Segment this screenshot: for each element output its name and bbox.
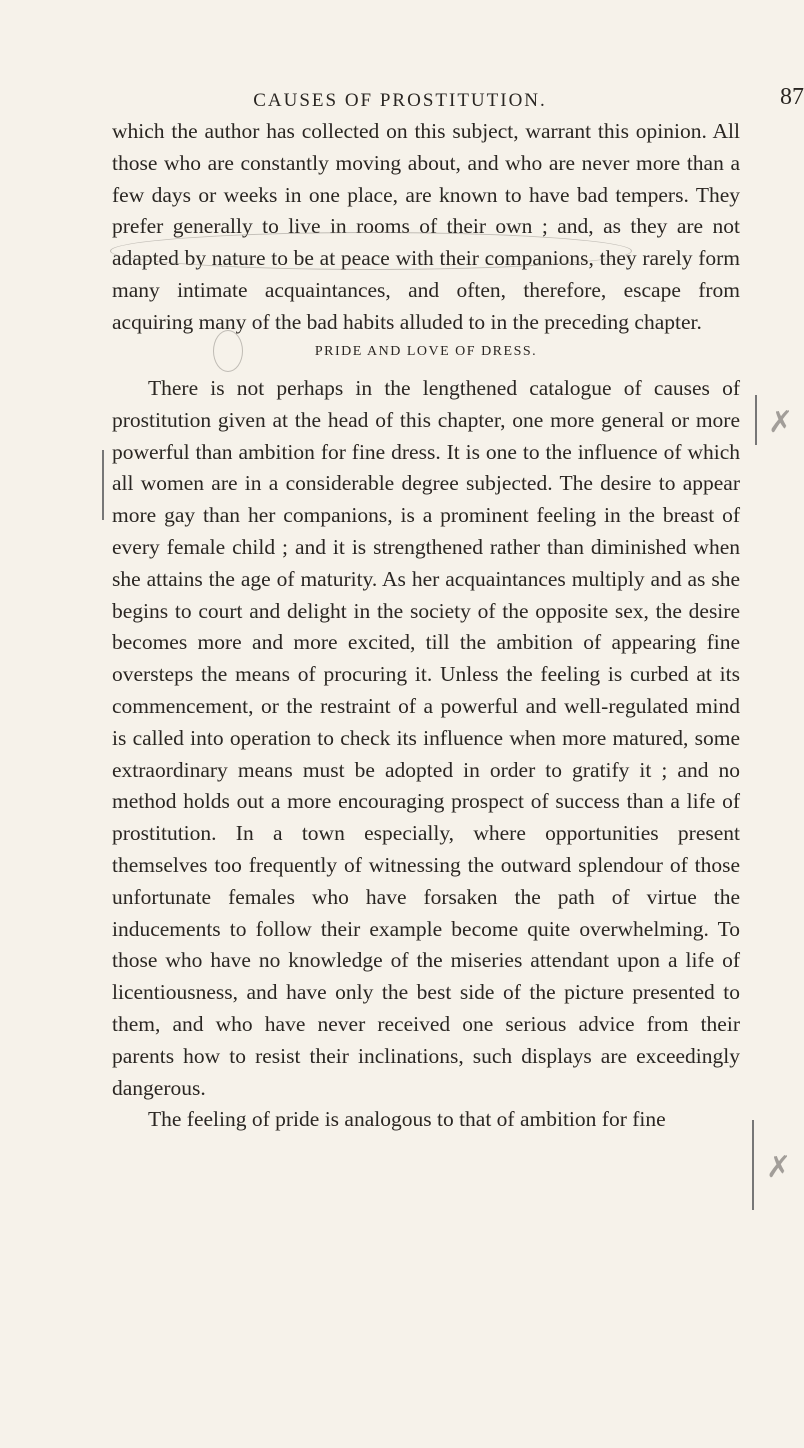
pencil-cross-mark-icon: ✗ xyxy=(766,1151,792,1184)
pencil-cross-mark-icon: ✗ xyxy=(768,406,794,439)
section-heading: PRIDE AND LOVE OF DRESS. xyxy=(314,344,538,359)
pencil-circle-annotation xyxy=(213,330,243,372)
paragraph-continued: which the author has collected on this subject, warrant this opinion. All those who are constantly moving about, and who are never more than a few days or weeks in one place, are known to have bad tempers. They prefer generally to live in rooms of their own ; and, as they are not adapted by nature to be at peace with their companions, they rarely form many intimate acquaintances, and often, therefore, escape from acquiring many of the bad habits alluded to in the preceding chapter. xyxy=(112,119,740,334)
pencil-side-line xyxy=(102,450,104,520)
text-block-pride xyxy=(112,373,740,1136)
paragraph-pride: There is not perhaps in the lengthened catalogue of causes of prostitution given at the head of this chapter, one more general or more powerful than ambition for fine dress. It is one to the influence of which all women are in a considerable degree subjected. The desire to appear more gay than her companions, is a prominent feeling in the breast of every female child ; and it is strengthened rather than diminished when she attains the age of maturity. As her acquaintances multiply and as she begins to court and delight in the society of the opposite sex, the desire becomes more and more excited, till the ambition of appearing fine oversteps the means of procuring it. Unless the feeling is curbed at its commencement, or the restraint of a powerful and well-regulated mind is called into operation to check its influence when more matured, some extraordinary means must be adopted in order to gratify it ; and no method holds out a more encouraging prospect of success than a life of prostitution. In a town especially, where opportunities present themselves too frequently of witnessing the outward splendour of those unfortunate females who have forsaken the path of virtue the inducements to follow their example become quite overwhelming. To those who have no knowledge of the miseries attendant upon a life of licentiousness, and have only the best side of the picture presented to them, and who have never received one serious advice from their parents how to resist their inclinations, such displays are exceedingly dangerous. xyxy=(112,376,740,1100)
running-title: CAUSES OF PROSTITUTION. xyxy=(253,90,547,111)
pencil-side-line xyxy=(752,1120,754,1210)
pencil-circle-annotation xyxy=(110,232,632,270)
page-number: 87 xyxy=(780,84,804,110)
text-block-continued xyxy=(112,116,740,339)
paragraph-next: The feeling of pride is analogous to that of ambition for fine xyxy=(148,1107,666,1132)
pencil-side-line xyxy=(755,395,757,445)
